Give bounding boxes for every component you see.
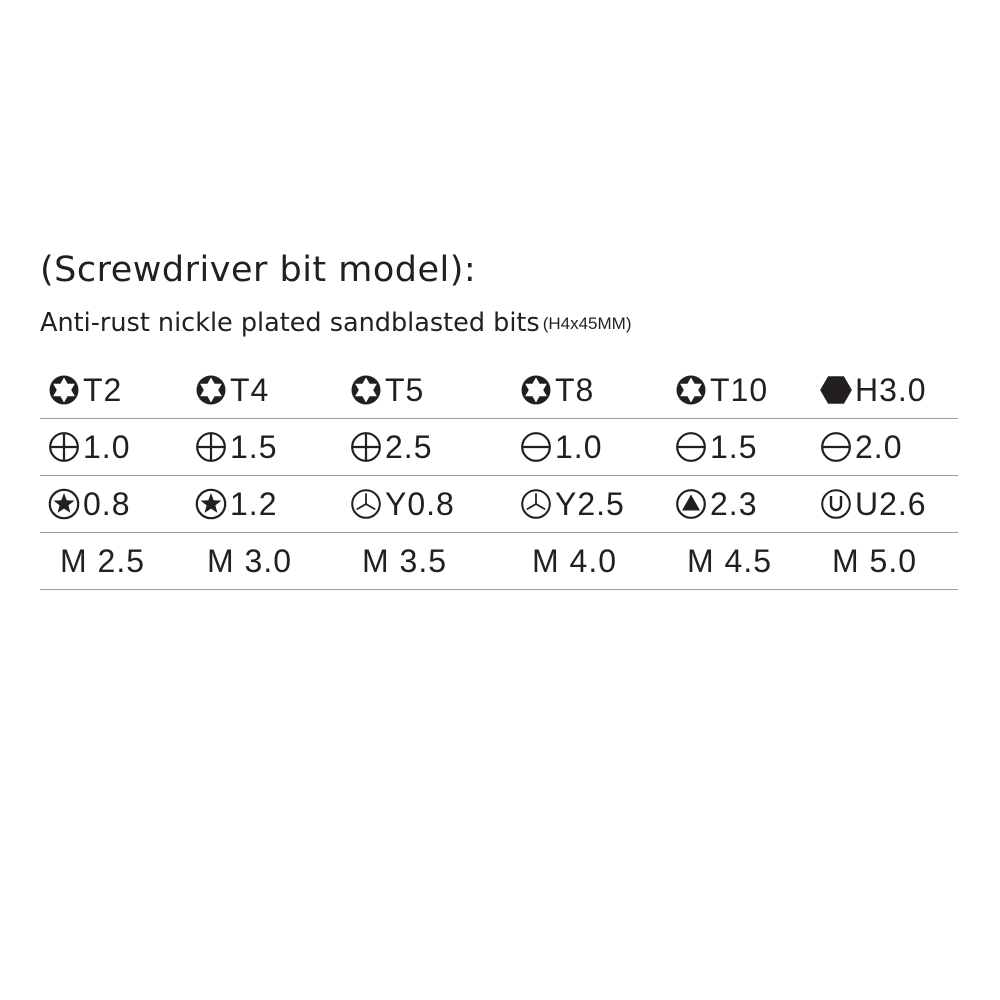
bit-item	[675, 476, 757, 532]
bit-item	[350, 362, 424, 418]
phillips-icon	[195, 431, 227, 463]
bit-item	[520, 419, 602, 475]
torx-icon	[350, 374, 382, 406]
bit-item	[195, 419, 277, 475]
bit-label: T10	[710, 372, 769, 408]
bit-item	[350, 476, 455, 532]
tri-wing-icon	[350, 488, 382, 520]
bit-label: T8	[555, 372, 595, 408]
bit-label: 1.0	[83, 429, 131, 465]
bit-item	[195, 533, 292, 589]
bit-row	[40, 533, 958, 590]
bit-label: 1.5	[230, 429, 278, 465]
section-heading: (Screwdriver bit model):	[40, 250, 477, 290]
phillips-icon	[350, 431, 382, 463]
bit-item	[520, 362, 594, 418]
bits-description-text: Anti-rust nickle plated sandblasted bits	[40, 308, 540, 338]
bit-label: M 3.5	[362, 543, 448, 579]
bit-label: M 4.0	[532, 543, 618, 579]
bit-row	[40, 362, 958, 419]
bit-item	[820, 362, 927, 418]
bit-row	[40, 476, 958, 533]
bit-label: 2.0	[855, 429, 903, 465]
bit-item	[520, 533, 617, 589]
phillips-icon	[48, 431, 80, 463]
bit-item	[48, 476, 130, 532]
bit-item	[350, 533, 447, 589]
bit-label: Y2.5	[555, 486, 625, 522]
bit-label: M 4.5	[687, 543, 773, 579]
bit-item	[820, 419, 902, 475]
pentalobe-icon	[48, 488, 80, 520]
bit-item	[520, 476, 625, 532]
slotted-icon	[675, 431, 707, 463]
slotted-icon	[820, 431, 852, 463]
bit-item	[195, 476, 277, 532]
bit-item	[820, 533, 917, 589]
bit-item	[820, 476, 927, 532]
bit-label: U2.6	[855, 486, 927, 522]
bit-label: M 2.5	[60, 543, 146, 579]
bit-model-table	[40, 362, 958, 590]
bit-label: Y0.8	[385, 486, 455, 522]
bit-item	[675, 419, 757, 475]
bit-label: T2	[83, 372, 123, 408]
bit-size-note: (H4x45MM)	[542, 314, 632, 333]
bit-label: M 3.0	[207, 543, 293, 579]
bit-label: T5	[385, 372, 425, 408]
bit-item	[350, 419, 432, 475]
torx-icon	[675, 374, 707, 406]
bit-label: 1.0	[555, 429, 603, 465]
tri-wing-icon	[520, 488, 552, 520]
bit-label: 1.5	[710, 429, 758, 465]
bit-label: T4	[230, 372, 270, 408]
bit-item	[675, 362, 768, 418]
bit-row	[40, 419, 958, 476]
bits-description	[40, 308, 632, 338]
bit-label: 1.2	[230, 486, 278, 522]
hex-icon	[820, 374, 852, 406]
bit-label: M 5.0	[832, 543, 918, 579]
bit-label: H3.0	[855, 372, 927, 408]
torx-icon	[48, 374, 80, 406]
pentalobe-icon	[195, 488, 227, 520]
bit-label: 2.5	[385, 429, 433, 465]
bit-label: 2.3	[710, 486, 758, 522]
bit-item	[675, 533, 772, 589]
bit-item	[48, 533, 145, 589]
slotted-icon	[520, 431, 552, 463]
triangle-icon	[675, 488, 707, 520]
torx-icon	[195, 374, 227, 406]
torx-icon	[520, 374, 552, 406]
u-shape-icon	[820, 488, 852, 520]
bit-item	[48, 362, 122, 418]
bit-label: 0.8	[83, 486, 131, 522]
bit-item	[195, 362, 269, 418]
bit-item	[48, 419, 130, 475]
